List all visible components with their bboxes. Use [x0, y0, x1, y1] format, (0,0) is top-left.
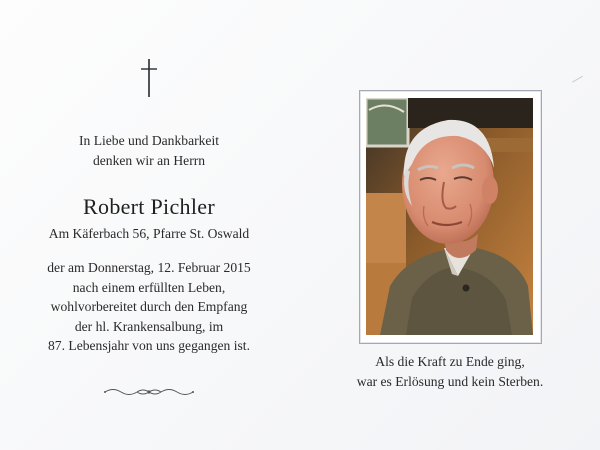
message-line: nach einem erfüllten Leben, [72, 279, 226, 295]
intro-line: In Liebe und Dankbarkeit [78, 133, 220, 148]
address-line: Am Käferbach 56, Pfarre St. Oswald [48, 226, 250, 241]
message-line: 87. Lebensjahr von uns gegangen ist. [48, 338, 250, 353]
portrait-illustration [366, 98, 533, 335]
deceased-address [40, 224, 258, 244]
deceased-name: Robert Pichler [83, 194, 215, 219]
message-line: wohlvorbereitet durch den Empfang [50, 299, 248, 314]
death-notice-message [40, 258, 258, 356]
portrait-photo [366, 98, 533, 335]
intro-line: denken wir an Herrn [92, 152, 206, 168]
message-line: der hl. Krankensalbung, im [74, 318, 224, 334]
intro-text [40, 131, 258, 170]
closing-quote [340, 352, 560, 391]
quote-line: Als die Kraft zu Ende ging, [375, 354, 525, 369]
message-line: der am Donnerstag, 12. Februar 2015 [47, 260, 251, 275]
ornament-divider [103, 385, 195, 399]
portrait-frame [359, 90, 542, 344]
cross-icon [139, 58, 159, 98]
paper-fold-mark [572, 76, 588, 92]
quote-line: war es Erlösung und kein Sterben. [356, 373, 544, 389]
